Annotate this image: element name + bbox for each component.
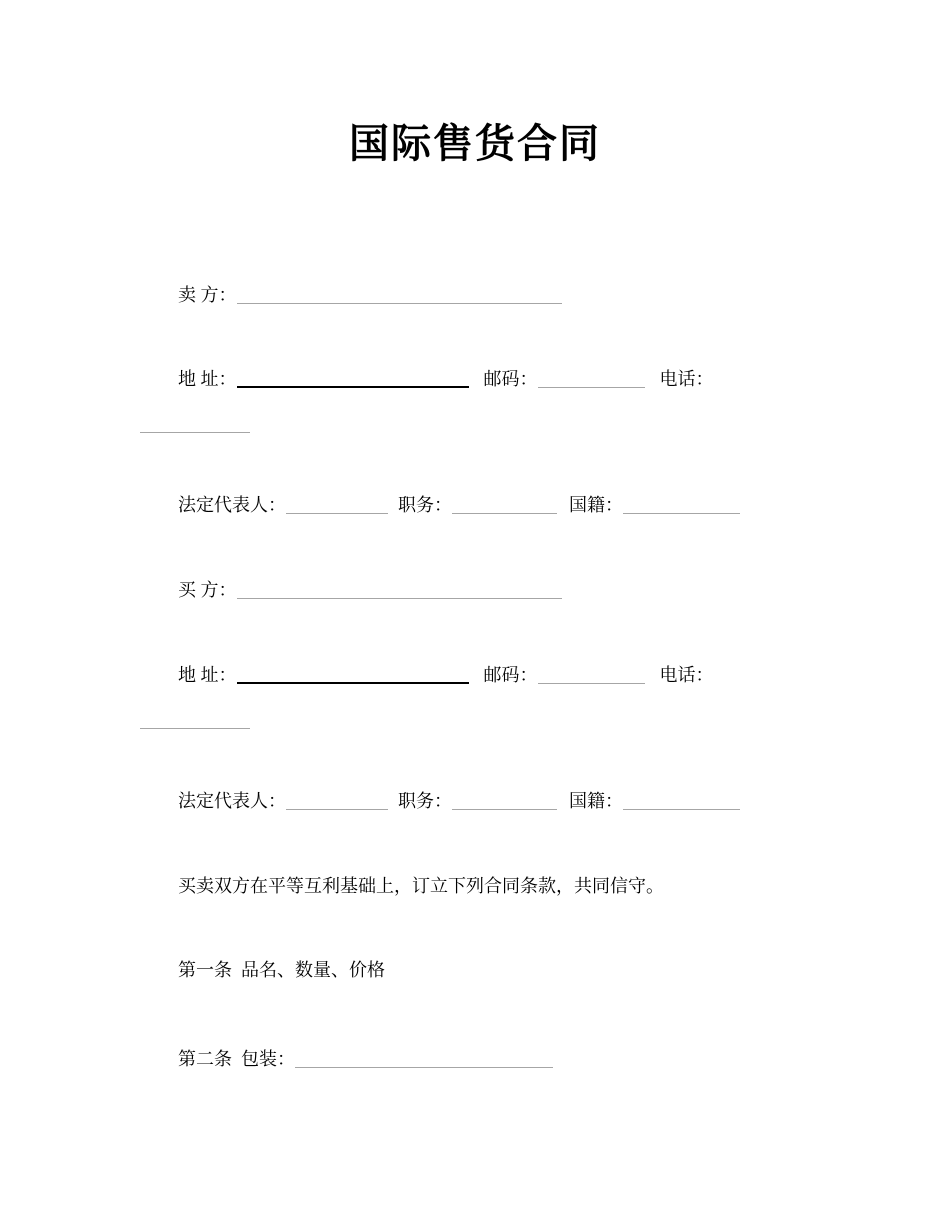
article-2-row — [178, 1049, 553, 1071]
article-2-label: 第二条 包装： — [178, 1049, 295, 1069]
buyer-address-blank[interactable] — [237, 682, 469, 684]
buyer-nationality-blank[interactable] — [623, 809, 740, 810]
buyer-legal-rep-row — [178, 791, 740, 813]
buyer-address-row — [178, 665, 714, 687]
buyer-label: 买 方： — [178, 580, 237, 600]
seller-phone-blank[interactable] — [140, 432, 250, 433]
seller-postcode-label: 邮码： — [483, 369, 538, 389]
seller-phone-label: 电话： — [659, 369, 714, 389]
page-title: 国际售货合同 — [349, 122, 601, 166]
buyer-postcode-label: 邮码： — [483, 665, 538, 685]
article-1-heading: 第一条 品名、数量、价格 — [178, 960, 385, 980]
seller-address-label: 地 址： — [178, 369, 237, 389]
buyer-nationality-label: 国籍： — [569, 791, 623, 811]
buyer-row — [178, 580, 562, 602]
buyer-address-label: 地 址： — [178, 665, 237, 685]
buyer-phone-blank[interactable] — [140, 728, 250, 729]
seller-nationality-label: 国籍： — [569, 495, 623, 515]
seller-name-blank[interactable] — [237, 303, 562, 304]
seller-legal-rep-blank[interactable] — [286, 513, 388, 514]
seller-address-row — [178, 369, 714, 391]
seller-nationality-blank[interactable] — [623, 513, 740, 514]
seller-address-blank[interactable] — [237, 386, 469, 388]
buyer-legal-rep-blank[interactable] — [286, 809, 388, 810]
seller-legal-rep-row — [178, 495, 740, 517]
seller-position-label: 职务： — [398, 495, 452, 515]
seller-row — [178, 285, 562, 307]
buyer-postcode-blank[interactable] — [538, 683, 645, 684]
buyer-position-label: 职务： — [398, 791, 452, 811]
seller-legal-rep-label: 法定代表人： — [178, 495, 286, 515]
packing-blank[interactable] — [295, 1067, 553, 1068]
buyer-name-blank[interactable] — [237, 598, 562, 599]
seller-position-blank[interactable] — [452, 513, 557, 514]
buyer-legal-rep-label: 法定代表人： — [178, 791, 286, 811]
buyer-position-blank[interactable] — [452, 809, 557, 810]
buyer-phone-label: 电话： — [659, 665, 714, 685]
seller-postcode-blank[interactable] — [538, 387, 645, 388]
seller-label: 卖 方： — [178, 285, 237, 305]
preamble-paragraph: 买卖双方在平等互利基础上，订立下列合同条款，共同信守。 — [178, 876, 664, 896]
